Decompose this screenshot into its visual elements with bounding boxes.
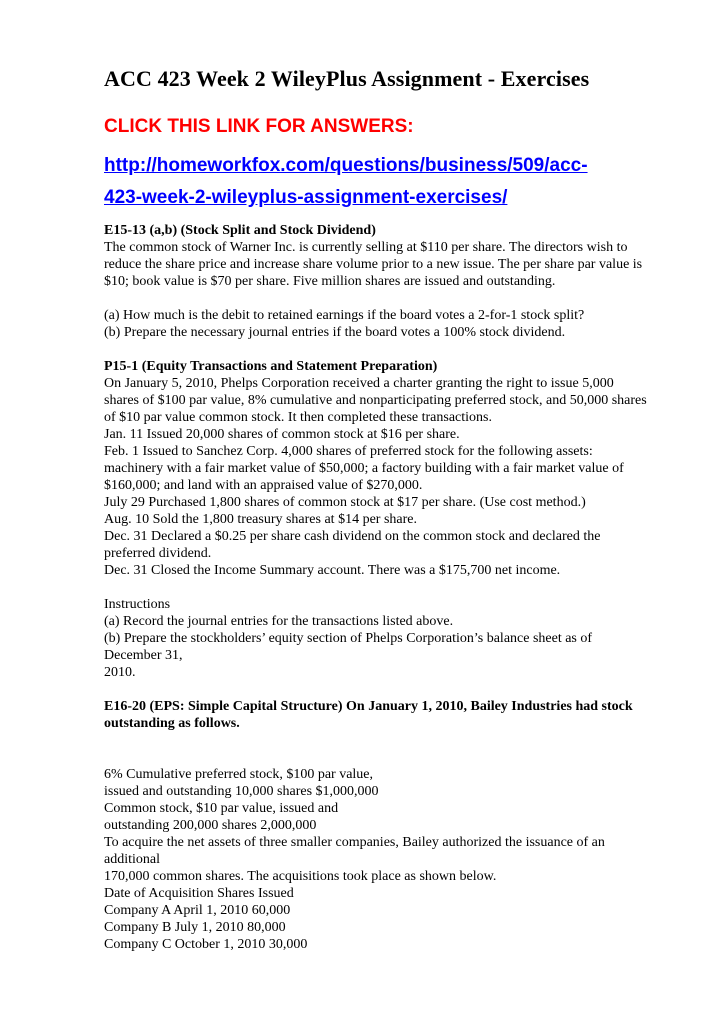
answers-link[interactable] <box>104 150 684 214</box>
p15-1-heading: P15-1 (Equity Transactions and Statement Preparation) <box>104 359 438 374</box>
p15-1-line: shares of $100 par value, 8% cumulative and nonparticipating preferred stock, and 50,000 shares <box>104 393 647 408</box>
e16-20-line: Company A April 1, 2010 60,000 <box>104 903 291 918</box>
e16-20-line: outstanding 200,000 shares 2,000,000 <box>104 818 317 833</box>
e16-20-line: Common stock, $10 par value, issued and <box>104 801 339 816</box>
p15-1-line: machinery with a fair market value of $50,000; a factory building with a fair market value of <box>104 461 624 476</box>
p15-1-line: $160,000; and land with an appraised value of $270,000. <box>104 478 423 493</box>
e15-13-section <box>104 222 684 341</box>
instructions-label: Instructions <box>104 597 171 612</box>
p15-1-line: Dec. 31 Declared a $0.25 per share cash dividend on the common stock and declared the <box>104 529 601 544</box>
e16-20-heading: E16-20 (EPS: Simple Capital Structure) On January 1, 2010, Bailey Industries had stock <box>104 699 633 714</box>
e15-13-line: reduce the share price and increase share volume prior to a new issue. The per share par value is <box>104 257 643 272</box>
e16-20-line: To acquire the net assets of three smaller companies, Bailey authorized the issuance of an <box>104 835 605 850</box>
e15-13-heading: E15-13 (a,b) (Stock Split and Stock Dividend) <box>104 223 376 238</box>
p15-1-line: Aug. 10 Sold the 1,800 treasury shares at $14 per share. <box>104 512 417 527</box>
e16-20-line: 170,000 common shares. The acquisitions took place as shown below. <box>104 869 497 884</box>
instruction-b-cont: 2010. <box>104 665 136 680</box>
p15-1-line: On January 5, 2010, Phelps Corporation received a charter granting the right to issue 5,000 <box>104 376 614 391</box>
p15-1-line: July 29 Purchased 1,800 shares of common stock at $17 per share. (Use cost method.) <box>104 495 586 510</box>
p15-1-line: of $10 par value common stock. It then completed these transactions. <box>104 410 493 425</box>
page-title: ACC 423 Week 2 WileyPlus Assignment - Exercises <box>104 66 590 91</box>
instruction-b: (b) Prepare the stockholders’ equity section of Phelps Corporation’s balance sheet as of <box>104 631 593 646</box>
e16-20-section <box>104 698 684 953</box>
answers-link-line-1[interactable]: http://homeworkfox.com/questions/business/509/acc- <box>104 155 588 176</box>
answers-link-line-2[interactable]: 423-week-2-wileyplus-assignment-exercises/ <box>104 187 508 208</box>
e16-20-heading-cont: outstanding as follows. <box>104 716 240 731</box>
p15-1-line: preferred dividend. <box>104 546 212 561</box>
e16-20-line: 6% Cumulative preferred stock, $100 par value, <box>104 767 374 782</box>
p15-1-line: Feb. 1 Issued to Sanchez Corp. 4,000 shares of preferred stock for the following assets: <box>104 444 593 459</box>
instruction-b-cont: December 31, <box>104 648 183 663</box>
e16-20-line: Date of Acquisition Shares Issued <box>104 886 294 901</box>
document-page <box>104 66 684 953</box>
e16-20-line: Company B July 1, 2010 80,000 <box>104 920 286 935</box>
instruction-a: (a) Record the journal entries for the transactions listed above. <box>104 614 454 629</box>
p15-1-section <box>104 358 684 681</box>
e16-20-line: Company C October 1, 2010 30,000 <box>104 937 308 952</box>
answers-callout: CLICK THIS LINK FOR ANSWERS: <box>104 116 414 137</box>
e16-20-line: additional <box>104 852 160 867</box>
e16-20-line: issued and outstanding 10,000 shares $1,000,000 <box>104 784 379 799</box>
p15-1-line: Jan. 11 Issued 20,000 shares of common stock at $16 per share. <box>104 427 460 442</box>
e15-13-line: $10; book value is $70 per share. Five million shares are issued and outstanding. <box>104 274 556 289</box>
e15-13-question-a: (a) How much is the debit to retained earnings if the board votes a 2-for-1 stock split? <box>104 308 585 323</box>
e15-13-question-b: (b) Prepare the necessary journal entries if the board votes a 100% stock dividend. <box>104 325 566 340</box>
p15-1-line: Dec. 31 Closed the Income Summary account. There was a $175,700 net income. <box>104 563 561 578</box>
e15-13-line: The common stock of Warner Inc. is currently selling at $110 per share. The directors wish to <box>104 240 628 255</box>
